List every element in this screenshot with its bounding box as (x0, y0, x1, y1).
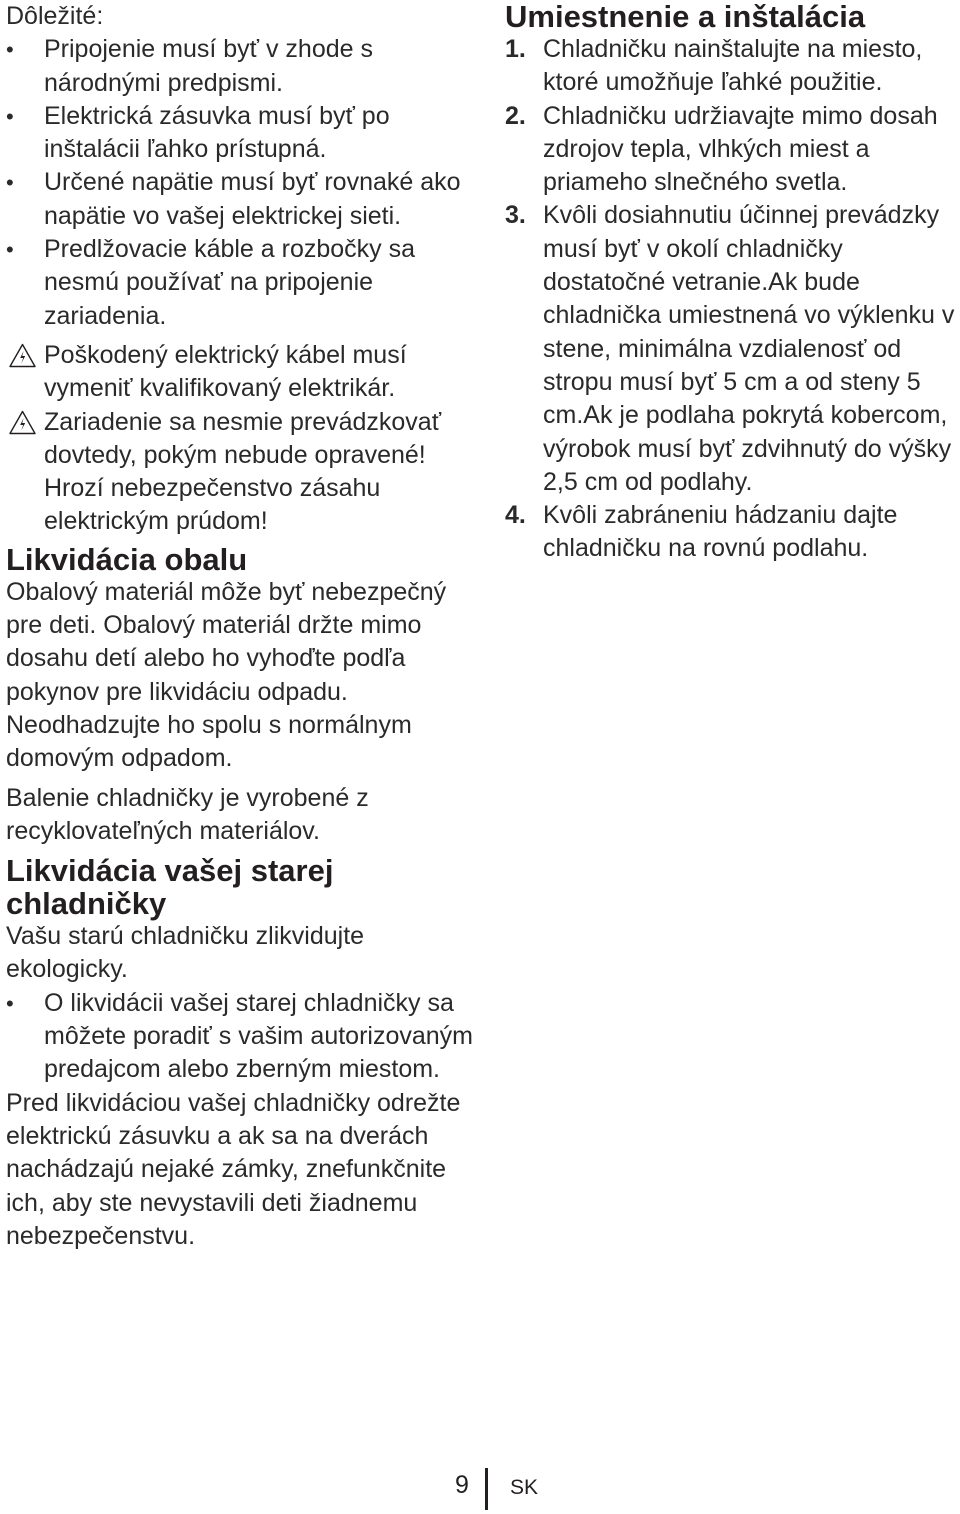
step-number: 3. (505, 201, 526, 230)
bullet-icon: • (6, 37, 14, 63)
list-item: • O likvidácii vašej starej chladničky sa môžete poradiť s vašim autorizovaným predajcom alebo zberným miestom. (6, 988, 473, 1084)
packaging-disposal-heading: Likvidácia obalu (6, 541, 248, 577)
bullet-icon: • (6, 990, 14, 1016)
step-text: Chladničku udržiavajte mimo dosah zdrojov tepla, vlhkých miest a priameho slnečného svetla. (543, 101, 938, 197)
list-item (505, 33, 955, 100)
step-text: Chladničku nainštalujte na miesto, ktoré umožňuje ľahké použitie. (543, 35, 923, 97)
footer-divider (485, 1468, 488, 1510)
warning-damaged-cable: Poškodený elektrický kábel musí vymeniť kvalifikovaný elektrikár. (6, 339, 486, 406)
connection-requirements-list (6, 33, 486, 333)
important-label: Dôležité: (6, 2, 104, 30)
installation-steps-list (505, 33, 955, 566)
language-code: SK (510, 1476, 539, 1499)
step-number: 4. (505, 501, 526, 530)
list-item: • Určené napätie musí byť rovnaké ako napätie vo vašej elektrickej sieti. (6, 168, 461, 230)
electrical-hazard-icon (9, 410, 36, 435)
list-item (505, 100, 955, 200)
list-item: • Predlžovacie káble a rozbočky sa nesmú používať na pripojenie zariadenia. (6, 235, 416, 330)
page-footer (0, 1468, 960, 1508)
step-number: 2. (505, 101, 526, 130)
old-fridge-advice-list (6, 987, 486, 1087)
page-number: 9 (455, 1471, 469, 1499)
step-text: Kvôli zabráneniu hádzaniu dajte chladničku na rovnú podlahu. (543, 501, 898, 563)
packaging-recyclable-text: Balenie chladničky je vyrobené z recyklovateľných materiálov. (6, 783, 369, 845)
placement-installation-heading: Umiestnenie a inštalácia (505, 0, 866, 34)
warning-do-not-operate: Zariadenie sa nesmie prevádzkovať dovtedy, pokým nebude opravené! Hrozí nebezpečenstvo zásahu elektrickým prúdom! (6, 406, 486, 539)
right-column (505, 0, 955, 566)
list-item: • Pripojenie musí byť v zhode s národnými predpismi. (6, 35, 373, 97)
left-column (6, 0, 486, 1253)
step-number: 1. (505, 35, 526, 63)
step-text: Kvôli dosiahnutiu účinnej prevádzky musí byť v okolí chladničky dostatočné vetranie.Ak bude chladnička umiestnená vo výklenku v stene, minimálna vzdialenosť od stropu musí byť 5 cm a od steny 5 cm.Ak je podlaha pokrytá kobercom, výrobok musí byť zdvihnutý do výšky 2,5 cm od podlahy. (543, 201, 955, 496)
old-fridge-intro-text: Vašu starú chladničku zlikvidujte ekologicky. (6, 922, 365, 984)
list-item (505, 199, 955, 499)
bullet-icon: • (6, 170, 14, 196)
bullet-icon: • (6, 103, 14, 129)
old-fridge-safety-text: Pred likvidáciou vašej chladničky odrežte elektrickú zásuvku a ak sa na dverách nachádzajú nejaké zámky, znefunkčnite ich, aby ste nevystavili deti žiadnemu nebezpečenstvu. (6, 1088, 461, 1250)
list-item: • Elektrická zásuvka musí byť po inštalácii ľahko prístupná. (6, 101, 390, 164)
packaging-disposal-text: Obalový materiál môže byť nebezpečný pre deti. Obalový materiál držte mimo dosahu detí alebo ho vyhoďte podľa pokynov pre likvidáciu odpadu. Neodhadzujte ho spolu s normálnym domovým odpadom. (6, 577, 447, 773)
old-fridge-disposal-heading: Likvidácia vašej starej chladničky (6, 853, 334, 922)
bullet-icon: • (6, 237, 14, 263)
list-item (505, 499, 955, 566)
electrical-hazard-icon (9, 343, 36, 368)
